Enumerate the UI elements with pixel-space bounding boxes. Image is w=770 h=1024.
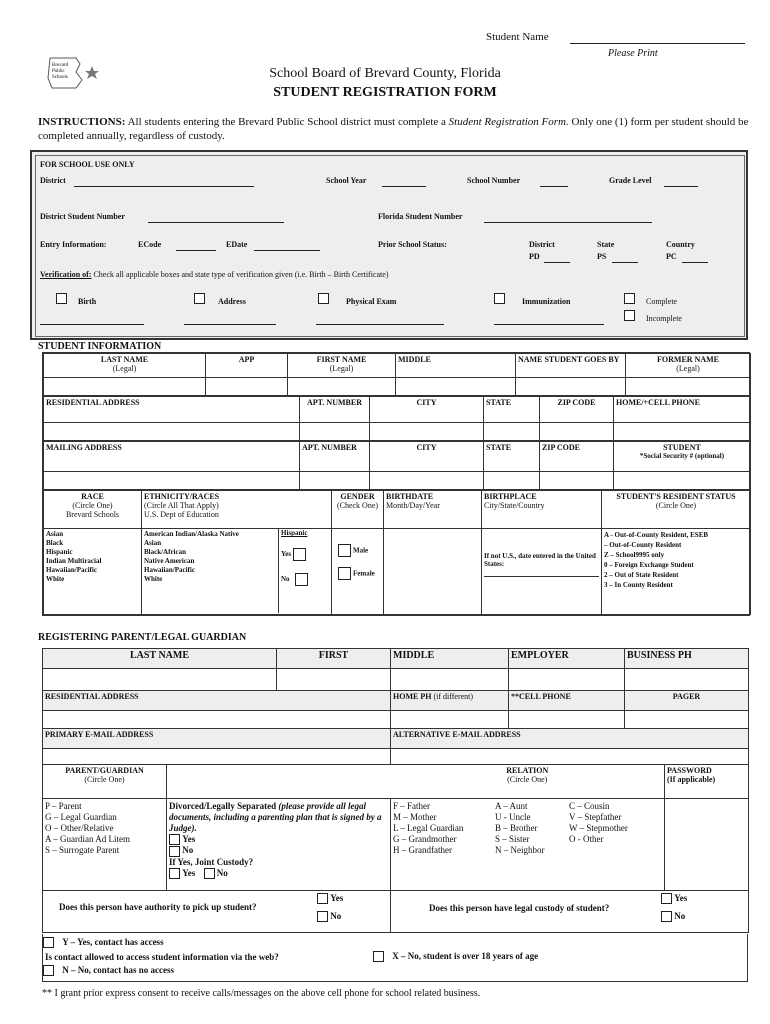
name-goes-by-header: NAME STUDENT GOES BY [516,354,626,378]
pg-option[interactable]: G – Legal Guardian [45,812,117,822]
divorced-header-spacer [167,765,391,799]
resident-option[interactable]: – Out-of-County Resident [604,541,682,549]
home-cell-phone-field[interactable] [614,423,751,441]
guardian-first-header: FIRST [277,649,391,669]
web-yes-label: Y – Yes, contact has access [62,937,164,947]
complete-checkbox[interactable] [624,293,635,304]
relation-option[interactable]: H – Grandfather [393,845,452,855]
home-cell-phone-header: HOME/+CELL PHONE [614,397,751,423]
middle-header: MIDDLE [396,354,516,378]
female-checkbox[interactable] [338,567,351,580]
instructions-text-1: All students entering the Brevard Public School district must complete a [127,116,446,128]
resident-option[interactable]: 3 – In County Resident [604,581,673,589]
hispanic-label: Hispanic [281,529,308,537]
relation-option[interactable]: B – Brother [495,823,538,833]
divorced-note: Divorced/Legally Separated (please provide all legal documents, including a parenting plan that is signed by a Judge). [169,801,382,833]
guardian-email-table [42,728,749,765]
student-info-title: STUDENT INFORMATION [38,341,162,352]
pd-field[interactable] [544,262,570,263]
first-name-header: FIRST NAME (Legal) [288,354,396,378]
please-print-note: Please Print [608,48,658,59]
name-goes-by-field[interactable] [516,378,626,396]
app-field[interactable] [206,378,288,396]
country-pc-label: Country [666,240,695,249]
female-label: Female [353,569,375,578]
mailing-state-header: STATE [484,442,540,472]
parent-guardian-header: PARENT/GUARDIAN (Circle One) [43,765,167,799]
web-access-question: Is contact allowed to access student information via the web? [45,952,279,962]
guardian-name-table [42,648,749,691]
mailing-zip-code-header: ZIP CODE [540,442,614,472]
pickup-question: Does this person have authority to pick up student? [59,902,257,912]
pd-label: PD [529,252,540,261]
race-options[interactable] [44,529,142,615]
web-no-label: N – No, contact has no access [62,965,174,975]
student-name-table [43,353,751,396]
web-no-checkbox[interactable] [43,965,54,976]
race-option[interactable]: Hispanic [46,548,73,556]
custody-no-checkbox[interactable] [661,911,672,922]
password-header: PASSWORD (If applicable) [665,765,749,799]
date-entered-us-field[interactable] [484,576,599,577]
incomplete-checkbox[interactable] [624,310,635,321]
divorced-yes-label: Yes [182,834,196,844]
prior-school-status-label: Prior School Status: [378,240,447,249]
student-info-section [42,352,750,616]
school-year-label: School Year [326,176,367,185]
parent-guardian-options [43,799,167,891]
male-checkbox[interactable] [338,544,351,557]
resident-option[interactable]: 2 – Out of State Resident [604,571,679,579]
mailing-address-table [43,441,751,490]
guardian-employer-field[interactable] [509,669,625,691]
instructions [38,115,750,143]
student-ssn-header: STUDENT *Social Security # (optional) [614,442,751,472]
mailing-address-header: MAILING ADDRESS [44,442,300,472]
school-use-box [30,150,748,340]
state-ps-label: State [597,240,615,249]
student-ssn-field[interactable] [614,472,751,490]
city-header: CITY [370,397,484,423]
guardian-pager-header: PAGER [625,691,749,711]
guardian-home-ph-header: HOME PH (if different) [391,691,509,711]
relation-header: RELATION (Circle One) [391,765,665,799]
birthdate-header: BIRTHDATE Month/Day/Year [384,491,482,529]
pc-label: PC [666,252,677,261]
guardian-first-field[interactable] [277,669,391,691]
custody-yes-checkbox[interactable] [661,893,672,904]
hispanic-yes-checkbox[interactable] [293,548,306,561]
verification-label: Verification of: [40,270,92,279]
ecode-field[interactable] [176,250,216,251]
alternative-email-field[interactable] [391,749,749,765]
mailing-state-field[interactable] [484,472,540,490]
joint-custody-label: If Yes, Joint Custody? [169,856,254,867]
guardian-business-ph-header: BUSINESS PH [625,649,749,669]
divorced-yes-checkbox[interactable] [169,834,180,845]
residential-address-header: RESIDENTIAL ADDRESS [44,397,300,423]
district-student-number-field[interactable] [148,222,284,223]
mailing-apt-number-header: APT. NUMBER [300,442,370,472]
school-number-field[interactable] [540,186,568,187]
hispanic-yes-label: Yes [281,550,292,559]
address-verification-field[interactable] [184,324,276,325]
guardian-relation-table [42,764,749,933]
race-header: RACE (Circle One) Brevard Schools [44,491,142,529]
relation-option[interactable]: A – Aunt [495,801,528,811]
relation-option[interactable]: O - Other [569,834,604,844]
apt-number-field[interactable] [300,423,370,441]
relation-option[interactable]: N – Neighbor [495,845,545,855]
grade-level-field[interactable] [664,186,698,187]
alternative-email-header: ALTERNATIVE E-MAIL ADDRESS [391,729,749,749]
web-access-section [42,934,748,982]
student-name-field[interactable] [570,43,745,44]
guardian-home-ph-field[interactable] [391,711,509,729]
verification-text: Check all applicable boxes and state type of verification given (i.e. Birth – Birth Certificate) [93,270,389,279]
mailing-address-field[interactable] [44,472,300,490]
immunization-label: Immunization [522,297,571,306]
primary-email-header: PRIMARY E-MAIL ADDRESS [43,729,391,749]
school-use-title: FOR SCHOOL USE ONLY [40,160,135,169]
divorced-no-label: No [182,845,194,856]
immunization-verification-field[interactable] [494,324,604,325]
florida-student-number-label: Florida Student Number [378,212,463,221]
guardian-residential-address-header: RESIDENTIAL ADDRESS [43,691,391,711]
ethnicity-option[interactable]: Asian [144,539,162,547]
custody-yes-label: Yes [674,893,688,903]
custody-question-cell [330,891,749,933]
race-option[interactable]: Black [46,539,64,547]
race-option[interactable]: White [46,575,65,583]
entry-information-label: Entry Information: [40,240,107,249]
former-name-header: FORMER NAME (Legal) [626,354,751,378]
board-title: School Board of Brevard County, Florida [269,66,501,81]
relation-option[interactable]: G – Grandmother [393,834,457,844]
edate-label: EDate [226,240,248,249]
resident-option[interactable]: 0 – Foreign Exchange Student [604,561,694,569]
relation-option[interactable]: S – Sister [495,834,530,844]
custody-question: Does this person have legal custody of student? [429,903,610,913]
relation-option[interactable]: C – Cousin [569,801,610,811]
last-name-header: LAST NAME (Legal) [44,354,206,378]
mailing-apt-number-field[interactable] [300,472,370,490]
physical-exam-label: Physical Exam [346,297,397,306]
guardian-business-ph-field[interactable] [625,669,749,691]
pg-option[interactable]: S – Surrogate Parent [45,845,120,855]
immunization-checkbox[interactable] [494,293,505,304]
pickup-no-label: No [330,911,342,921]
ethnicity-header: ETHNICITY/RACES (Circle All That Apply) U.S. Dept of Education [142,491,332,529]
guardian-cell-phone-header: **CELL PHONE [509,691,625,711]
pc-field[interactable] [682,262,708,263]
incomplete-label: Incomplete [646,314,682,323]
school-year-field[interactable] [382,186,426,187]
instructions-label: INSTRUCTIONS: [38,116,126,128]
residential-address-field[interactable] [44,423,300,441]
school-number-label: School Number [467,176,521,185]
guardian-cell-phone-field[interactable] [509,711,625,729]
race-option[interactable]: Indian Multiracial [46,557,102,565]
resident-status-options [602,529,751,615]
instructions-text-2: Only one (1) form per student should be completed annually, regardless of custody. [38,116,749,142]
birthplace-field[interactable] [482,529,602,615]
ethnicity-options [142,529,332,615]
state-header: STATE [484,397,540,423]
birth-checkbox[interactable] [56,293,67,304]
primary-email-field[interactable] [43,749,391,765]
district-pd-label: District [529,240,555,249]
district-label: District [40,176,66,185]
resident-status-header: STUDENT'S RESIDENT STATUS (Circle One) [602,491,751,529]
hispanic-no-checkbox[interactable] [295,573,308,586]
joint-no-checkbox[interactable] [204,868,215,879]
ethnicity-option[interactable]: White [144,575,163,583]
mailing-city-header: CITY [370,442,484,472]
guardian-last-name-field[interactable] [43,669,277,691]
app-header: APP [206,354,288,378]
city-field[interactable] [370,423,484,441]
divorced-section [167,799,391,891]
pg-option[interactable]: P – Parent [45,801,82,811]
grade-level-label: Grade Level [609,176,652,185]
ethnicity-option[interactable]: Hawaiian/Pacific [144,566,195,574]
resident-option[interactable]: Z – School9995 only [604,551,665,559]
relation-option[interactable]: W – Stepmother [569,823,628,833]
district-field[interactable] [74,186,254,187]
birthplace-header: BIRTHPLACE City/State/Country [482,491,602,529]
first-name-field[interactable] [288,378,396,396]
relation-option[interactable]: F – Father [393,801,430,811]
verification-row [40,270,388,279]
web-over-18-checkbox[interactable] [373,951,384,962]
relation-option[interactable]: U - Uncle [495,812,531,822]
gender-header: GENDER (Check One) [332,491,384,529]
district-student-number-label: District Student Number [40,212,125,221]
ethnicity-option[interactable]: Black/African [144,548,186,556]
state-field[interactable] [484,423,540,441]
mailing-city-field[interactable] [370,472,484,490]
physical-exam-verification-field[interactable] [316,324,444,325]
birth-label: Birth [78,297,97,306]
password-field[interactable] [665,799,749,891]
zip-code-header: ZIP CODE [540,397,614,423]
edate-field[interactable] [254,250,320,251]
guardian-middle-header: MIDDLE [391,649,509,669]
male-label: Male [353,546,369,555]
joint-no-label: No [216,867,228,878]
consent-note: ** I grant prior express consent to receive calls/messages on the above cell phone for school related business. [42,988,481,999]
guardian-title: REGISTERING PARENT/LEGAL GUARDIAN [38,632,247,643]
ps-label: PS [597,252,607,261]
complete-label: Complete [646,297,678,306]
zip-code-field[interactable] [540,423,614,441]
ethnicity-option[interactable]: Native American [144,557,195,565]
guardian-last-name-header: LAST NAME [43,649,277,669]
middle-field[interactable] [396,378,516,396]
mailing-zip-code-field[interactable] [540,472,614,490]
former-name-field[interactable] [626,378,751,396]
race-option[interactable]: Hawaiian/Pacific [46,566,97,574]
florida-student-number-field[interactable] [484,222,652,223]
resident-option[interactable]: A - Out-of-County Resident, ESEB [604,531,709,539]
form-title: STUDENT REGISTRATION FORM [273,85,497,100]
guardian-employer-header: EMPLOYER [509,649,625,669]
logo-text: Brevard Public Schools [52,63,69,80]
guardian-address-table [42,690,749,729]
pg-option[interactable]: A – Guardian Ad Litem [45,834,130,844]
apt-number-header: APT. NUMBER [300,397,370,423]
gender-options [332,529,384,615]
demographics-table [43,490,751,615]
relation-option[interactable]: M – Mother [393,812,437,822]
joint-yes-label: Yes [182,867,196,878]
ecode-label: ECode [138,240,162,249]
student-name-label: Student Name [486,31,549,43]
pickup-yes-checkbox[interactable] [317,893,328,904]
joint-yes-checkbox[interactable] [169,868,180,879]
ethnicity-option[interactable]: American Indian/Alaska Native [144,530,239,538]
race-option[interactable]: Asian [46,530,64,538]
ps-field[interactable] [612,262,638,263]
guardian-middle-field[interactable] [391,669,509,691]
web-yes-checkbox[interactable] [43,937,54,948]
address-checkbox[interactable] [194,293,205,304]
pickup-no-checkbox[interactable] [317,911,328,922]
address-label: Address [218,297,246,306]
guardian-residential-address-field[interactable] [43,711,391,729]
physical-exam-checkbox[interactable] [318,293,329,304]
pg-option[interactable]: O – Other/Relative [45,823,114,833]
residential-address-table [43,396,751,441]
birth-verification-field[interactable] [40,324,144,325]
last-name-field[interactable] [44,378,206,396]
pickup-yes-label: Yes [330,893,344,903]
custody-no-label: No [674,911,686,921]
guardian-pager-field[interactable] [625,711,749,729]
birthplace-note: If not U.S., date entered in the United States: [484,552,596,568]
divorced-no-checkbox[interactable] [169,846,180,857]
web-over-18-label: X – No, student is over 18 years of age [392,951,539,961]
relation-options [391,799,665,891]
relation-option[interactable]: L – Legal Guardian [393,823,464,833]
relation-option[interactable]: V – Stepfather [569,812,622,822]
birthdate-field[interactable] [384,529,482,615]
hispanic-no-label: No [281,575,290,584]
instructions-form-name: Student Registration Form. [448,116,569,128]
